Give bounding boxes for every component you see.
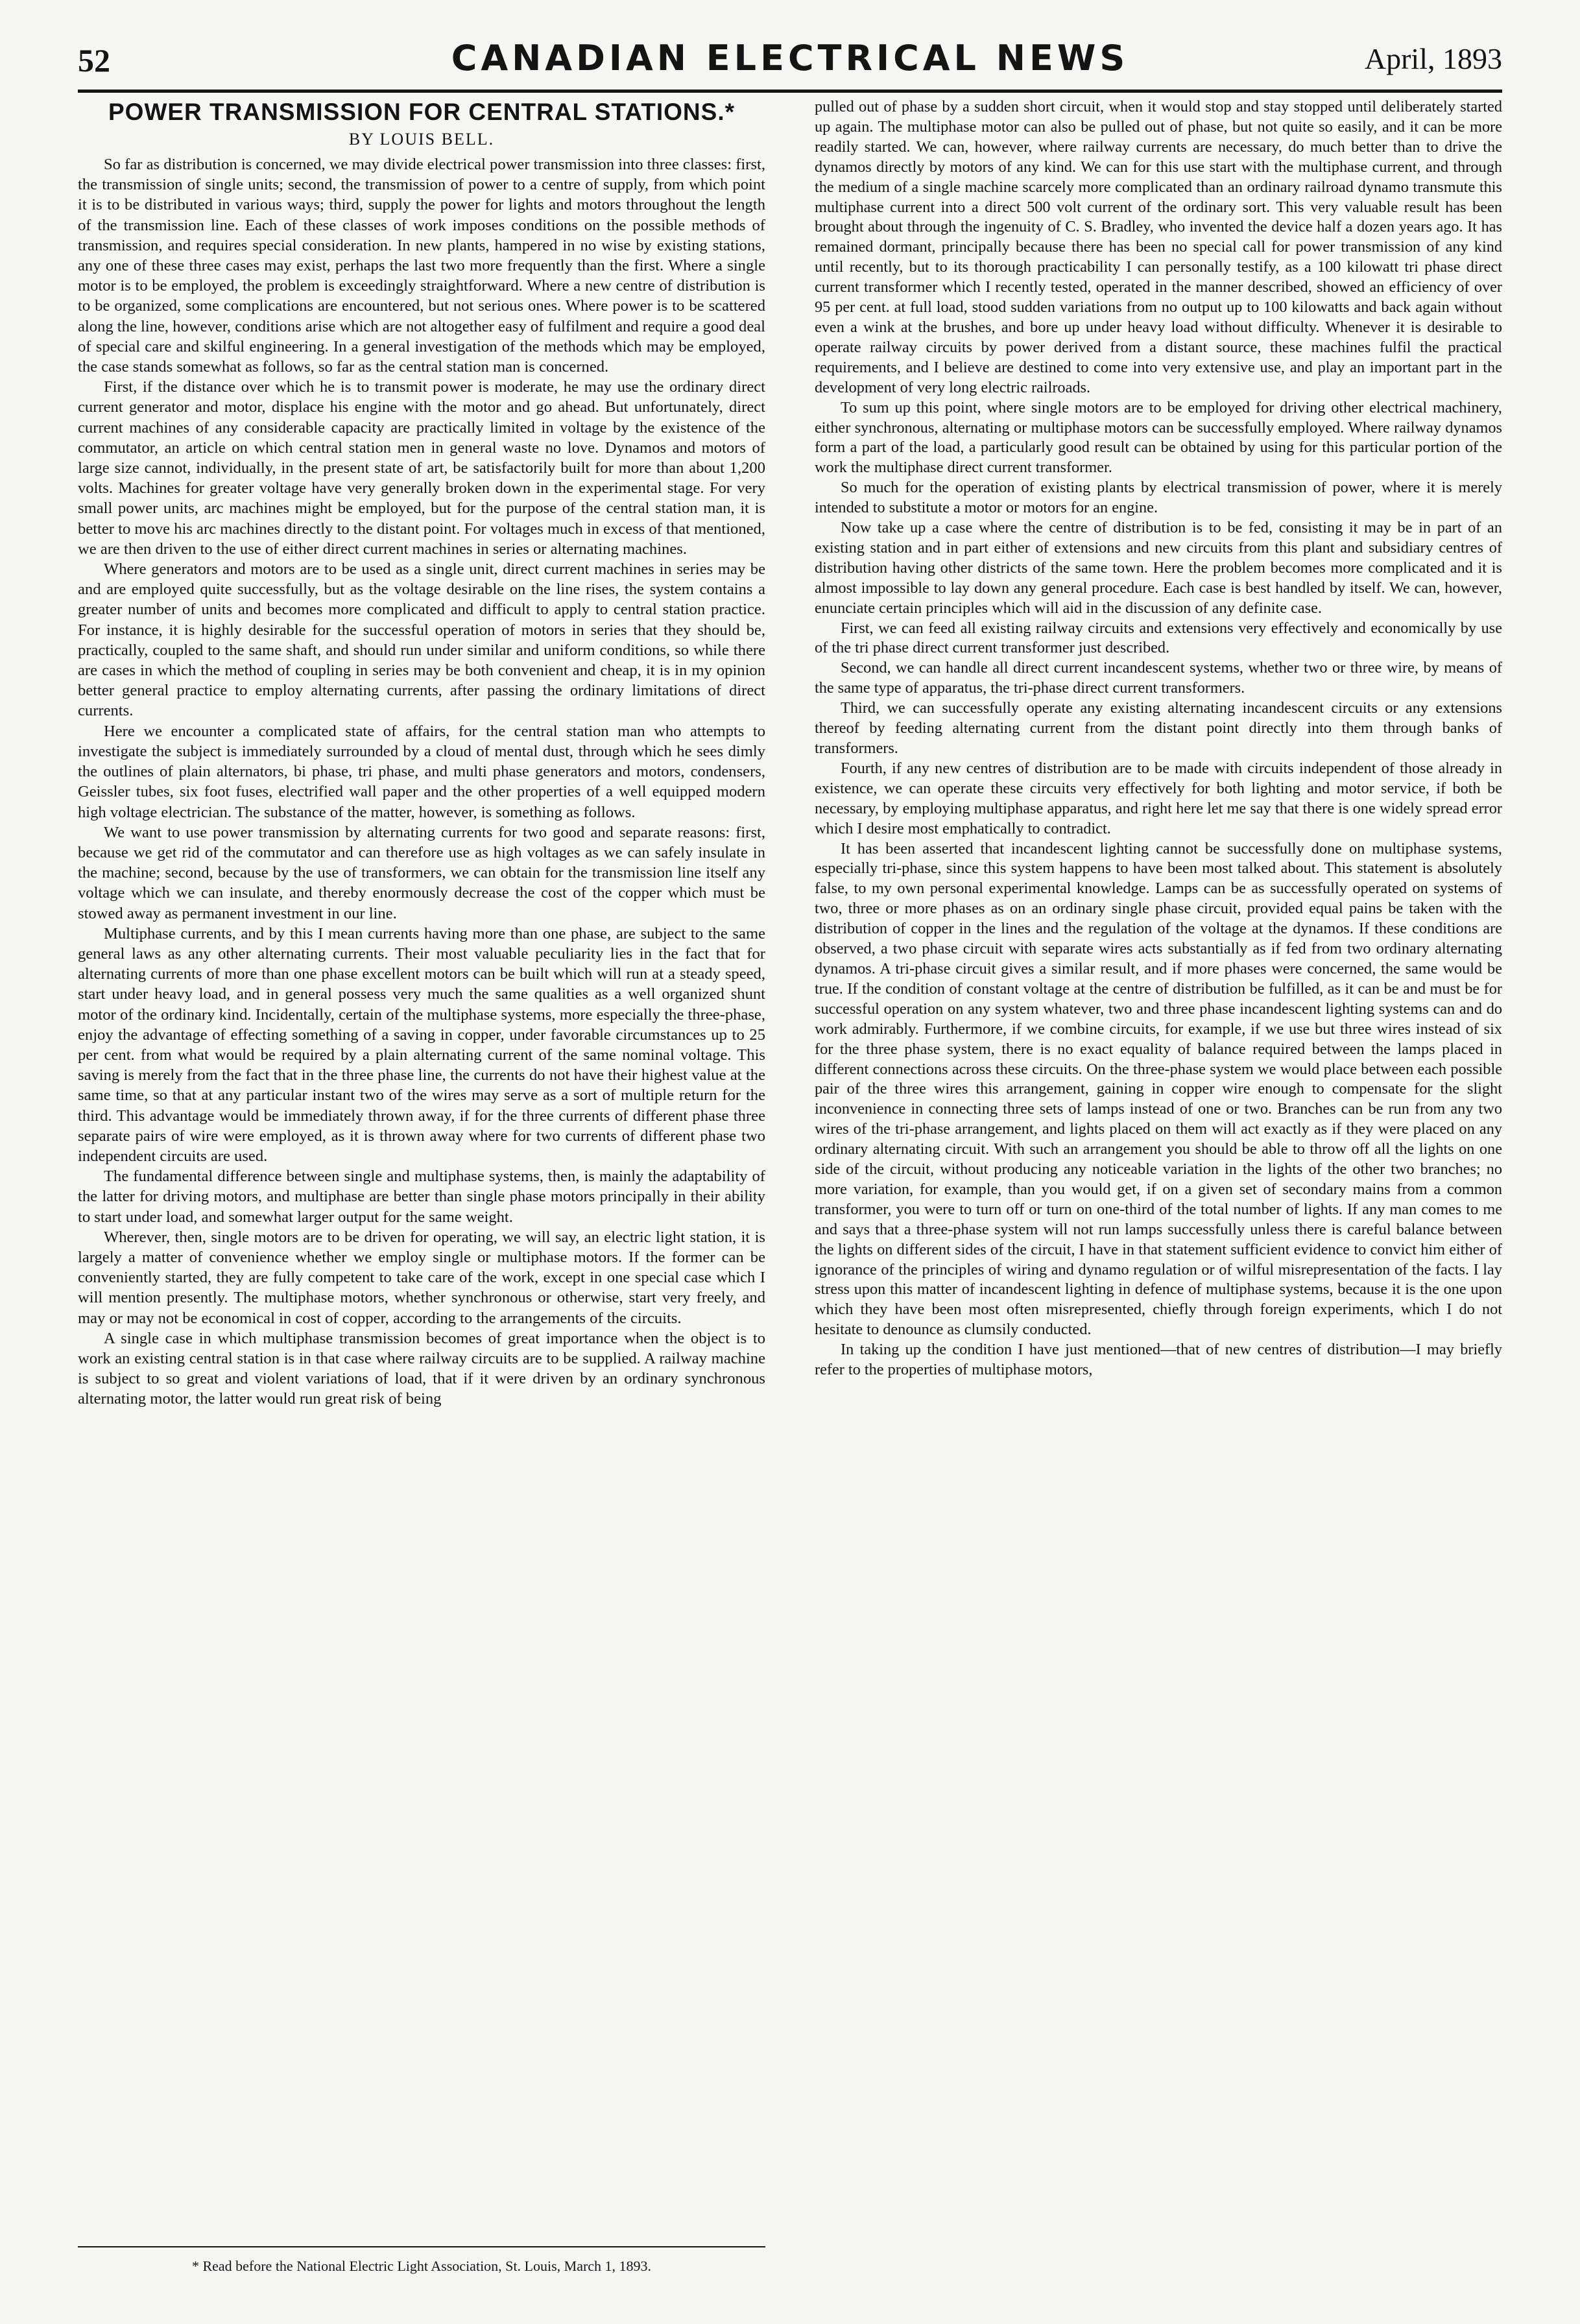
left-column [78,97,765,2279]
article-byline: BY LOUIS BELL. [348,130,495,149]
paragraph: It has been asserted that incandescent lighting cannot be successfully done on multiphase systems, especially tri-phase, since this system happens to have been most talked about. This statement is absolutely false, to my own personal experimental knowledge. Lamps can be as successfully operated on systems of two, three or more phases as on an ordinary single phase circuit, provided equal pains be taken with the distribution of copper in the lines and the regulation of the voltage at the dynamos. If these conditions are observed, a two phase circuit with separate wires acts substantially as if fed from two ordinary alternating dynamos. A tri-phase circuit gives a similar result, and if more phases were concerned, the same would be true. If the condition of constant voltage at the centre of distribution be fulfilled, as it can be and must be for successful operation on any system whatever, two and three phase incandescent lighting systems can and do work admirably. Furthermore, if we combine circuits, for example, if we use but three wires instead of six for the three phase system, there is no exact equality of balance required between the lamps placed in different connections across these circuits. On the three-phase system we would place between each possible pair of the three wires this arrangement, gaining in copper wire enough to compensate for the slight inconvenience in connecting three sets of lamps instead of one or two. Branches can be run from any two wires of the tri-phase arrangement, and lights placed on them will act exactly as if they were placed on any ordinary alternating circuit. With such an arrangement you should be able to throw off all the lights on one side of the circuit, without producing any noticeable variation in the lights of the other two branches; no more variation, for example, than you would get, if on a given set of secondary mains from a common transformer, you were to turn off or turn on one-third of the total number of lights. If any man comes to me and says that a three-phase system will not run lamps successfully unless there is careful balance between the lights on different sides of the circuit, I have in that statement sufficient evidence to convict him either of ignorance of the principles of wiring and dynamo regulation or of wilful misrepresentation of the facts. I lay stress upon this matter of incandescent lighting in defence of multiphase systems, because it is the one upon which they have been most often misrepresented, chiefly through foreign experiments, which I do not hesitate to denounce as clumsily conducted. [815,839,1502,1339]
paragraph: We want to use power transmission by alternating currents for two good and separate reasons: first, because we get rid of the commutator and can therefore use as high voltages as we can safely insulate in the machine; second, because by the use of transformers, we can obtain for the transmission line itself any voltage which we can insulate, and thereby enormously decrease the cost of the copper which must be stowed away as permanent investment in our line. [78,823,765,922]
paragraph: First, we can feed all existing railway circuits and extensions very effectively and economically by use of the tri phase direct current transformer just described. [815,619,1502,657]
paragraph: The fundamental difference between single and multiphase systems, then, is mainly the adaptability of the latter for driving motors, and multiphase are better than single phase motors principally in their ability to start under load, and somewhat larger output for the same weight. [78,1168,765,1226]
article-body [78,97,1502,2279]
paragraph: So much for the operation of existing plants by electrical transmission of power, where it is merely intended to substitute a motor or motors for an engine. [815,479,1502,517]
paragraph: Here we encounter a complicated state of affairs, for the central station man who attempts to investigate the subject is immediately surrounded by a cloud of mental dust, through which he sees dimly the outlines of plain alternators, bi phase, tri phase, and multi phase generators and motors, condensers, Geissler tubes, six foot fuses, electrified wall paper and the other properties of a well equipped modern high voltage electrician. The substance of the matter, however, is something as follows. [78,722,765,821]
right-column [815,97,1502,2279]
paragraph: To sum up this point, where single motors are to be employed for driving other electrical machinery, either synchronous, alternating or multiphase motors can be successfully employed. Where railway dynamos form a part of the load, a particularly good result can be obtained by using for this particular portion of the work the multiphase direct current transformer. [815,398,1502,477]
paragraph: So far as distribution is concerned, we may divide electrical power transmission into three classes: first, the transmission of single units; second, the transmission of power to a centre of supply, from which point it is to be distributed in various ways; third, supply the power for lights and motors throughout the length of the transmission line. Each of these classes of work imposes conditions on the possible methods of transmission, and requires special consideration. In new plants, hampered in no wise by existing stations, any one of these three cases may exist, perhaps the last two more frequently than the first. Where a single motor is to be employed, the problem is exceedingly straightforward. Where a new centre of distribution is to be organized, some complications are encountered, but not serious ones. Where power is to be scattered along the line, however, conditions arise which are not altogether easy of fulfilment and require a good deal of special care and skilful engineering. In a general investigation of the methods which may be employed, the case stands somewhat as follows, so far as the central station man is concerned. [78,156,765,376]
paragraph: pulled out of phase by a sudden short circuit, when it would stop and stay stopped until deliberately started up again. The multiphase motor can also be pulled out of phase, but not quite so easily, and it can be more readily started. We can, however, where railway currents are necessary, do much better than to drive the dynamos directly by motors of any kind. We can for this use start with the multiphase current, and through the medium of a single machine scarcely more complicated than an ordinary railroad dynamo transmute this multiphase current into a direct 500 volt current of the ordinary sort. This very valuable result has been brought about through the ingenuity of C. S. Bradley, who invented the device half a dozen years ago. It has remained dormant, principally because there has been no special call for power transmission of any kind until recently, but to its thorough practicability I can personally testify, as a 100 kilowatt tri phase direct current transformer which I recently tested, operated in the manner described, showed an efficiency of over 95 per cent. at full load, stood sudden variations from no output up to 100 kilowatts and back again without even a wink at the brushes, and bore up under heavy load without difficulty. Whenever it is desirable to operate railway circuits by power derived from a distant source, these machines fulfil the practical requirements, and I believe are destined to come into very extensive use, and play an important part in the development of very long electric railroads. [815,98,1502,396]
paragraph: A single case in which multiphase transmission becomes of great importance when the object is to work an existing central station is in that case where railway circuits are to be supplied. A railway machine is subject to so great and violent variations of load, that if it were driven by an ordinary synchronous alternating motor, the latter would run great risk of being [78,1329,765,1408]
footnote: * Read before the National Electric Light Association, St. Louis, March 1, 1893. [191,2258,652,2274]
paragraph: Fourth, if any new centres of distribution are to be made with circuits independent of those already in existence, we can operate these circuits very effectively for both lighting and motor service, if both be necessary, by employing multiphase apparatus, and right here let me say that there is one widely spread error which I desire most emphatically to contradict. [815,759,1502,837]
paragraph: Wherever, then, single motors are to be driven for operating, we will say, an electric light station, it is largely a matter of convenience whether we employ single or multiphase motors. If the former can be conveniently started, they are fully competent to take care of the work, except in one special case which I will mention presently. The multiphase motors, whether synchronous or otherwise, start very freely, and may or may not be economical in cost of copper, according to the arrangements of the circuits. [78,1228,765,1327]
paragraph: Third, we can successfully operate any existing alternating incandescent circuits or any extensions thereof by feeding alternating current from the distant point directly into them through banks of transformers. [815,699,1502,757]
paragraph: Multiphase currents, and by this I mean currents having more than one phase, are subject to the same general laws as any other alternating currents. Their most valuable peculiarity lies in the fact that for alternating currents of more than one phase excellent motors can be built which will run at a steady speed, start under heavy load, and in general possess very much the same qualities as a well organized shunt motor of the ordinary kind. Incidentally, certain of the multiphase systems, more especially the three-phase, enjoy the advantage of effecting something of a saving in copper, under favorable circumstances up to 25 per cent. from what would be required by a plain alternating current of the same nominal voltage. This saving is merely from the fact that in the three phase line, the currents do not have their highest value at the same time, so that at any particular instant two of the wires may serve as a sort of multiple return for the third. This advantage would be immediately thrown away, if for the three currents of different phase three separate pairs of wire were employed, as it is thrown away where for two currents of different phase two independent circuits are used. [78,924,765,1165]
paragraph: First, if the distance over which he is to transmit power is moderate, he may use the ordinary direct current generator and motor, displace his engine with the motor and go ahead. But unfortunately, direct current machines of any considerable capacity are practically limited in voltage by the existence of the commutator, an article on which central station men in general waste no love. Dynamos and motors of large size cannot, individually, in the present state of art, be satisfactorily built for more than about 1,200 volts. Machines for greater voltage have very generally broken down in the experimental stage. For very small power units, arc machines might be employed, but for the purpose of the central station man, it is better to move his arc machines directly to the distant point. For voltages much in excess of that mentioned, we are then driven to the use of either direct current machines in series or alternating machines. [78,378,765,558]
paragraph: Where generators and motors are to be used as a single unit, direct current machines in series may be and are employed quite successfully, but as the voltage desirable on the line rises, the system contains a greater number of units and becomes more complicated and difficult to apply to central station practice. For instance, it is highly desirable for the successful operation of motors in series that they should be, practically, coupled to the same shaft, and should run under similar and uniform conditions, so while there are cases in which the method of coupling in series may be both convenient and cheap, it is in my opinion better general practice to employ alternating currents, after passing the ordinary limitations of direct currents. [78,560,765,720]
paragraph: Now take up a case where the centre of distribution is to be fed, consisting it may be in part of an existing station and in part either of extensions and new circuits from this plant and subsidiary centres of distribution having other districts of the same town. Here the problem becomes more complicated and it is almost impossible to lay down any general procedure. Each case is best handled by itself. We can, however, enunciate certain principles which will aid in the discussion of any definite case. [815,519,1502,617]
page-header [78,38,1502,93]
paragraph: Second, we can handle all direct current incandescent systems, whether two or three wire, by means of the same type of apparatus, the tri-phase direct current transformers. [815,659,1502,697]
issue-date: April, 1893 [1364,42,1502,75]
article-title: POWER TRANSMISSION FOR CENTRAL STATIONS.* [108,99,736,125]
footnote-rule [78,2246,765,2247]
journal-title: CANADIAN ELECTRICAL NEWS [451,38,1129,78]
page-number: 52 [78,42,110,78]
paragraph: In taking up the condition I have just mentioned—that of new centres of distribution—I may briefly refer to the properties of multiphase motors, [815,1341,1502,1379]
